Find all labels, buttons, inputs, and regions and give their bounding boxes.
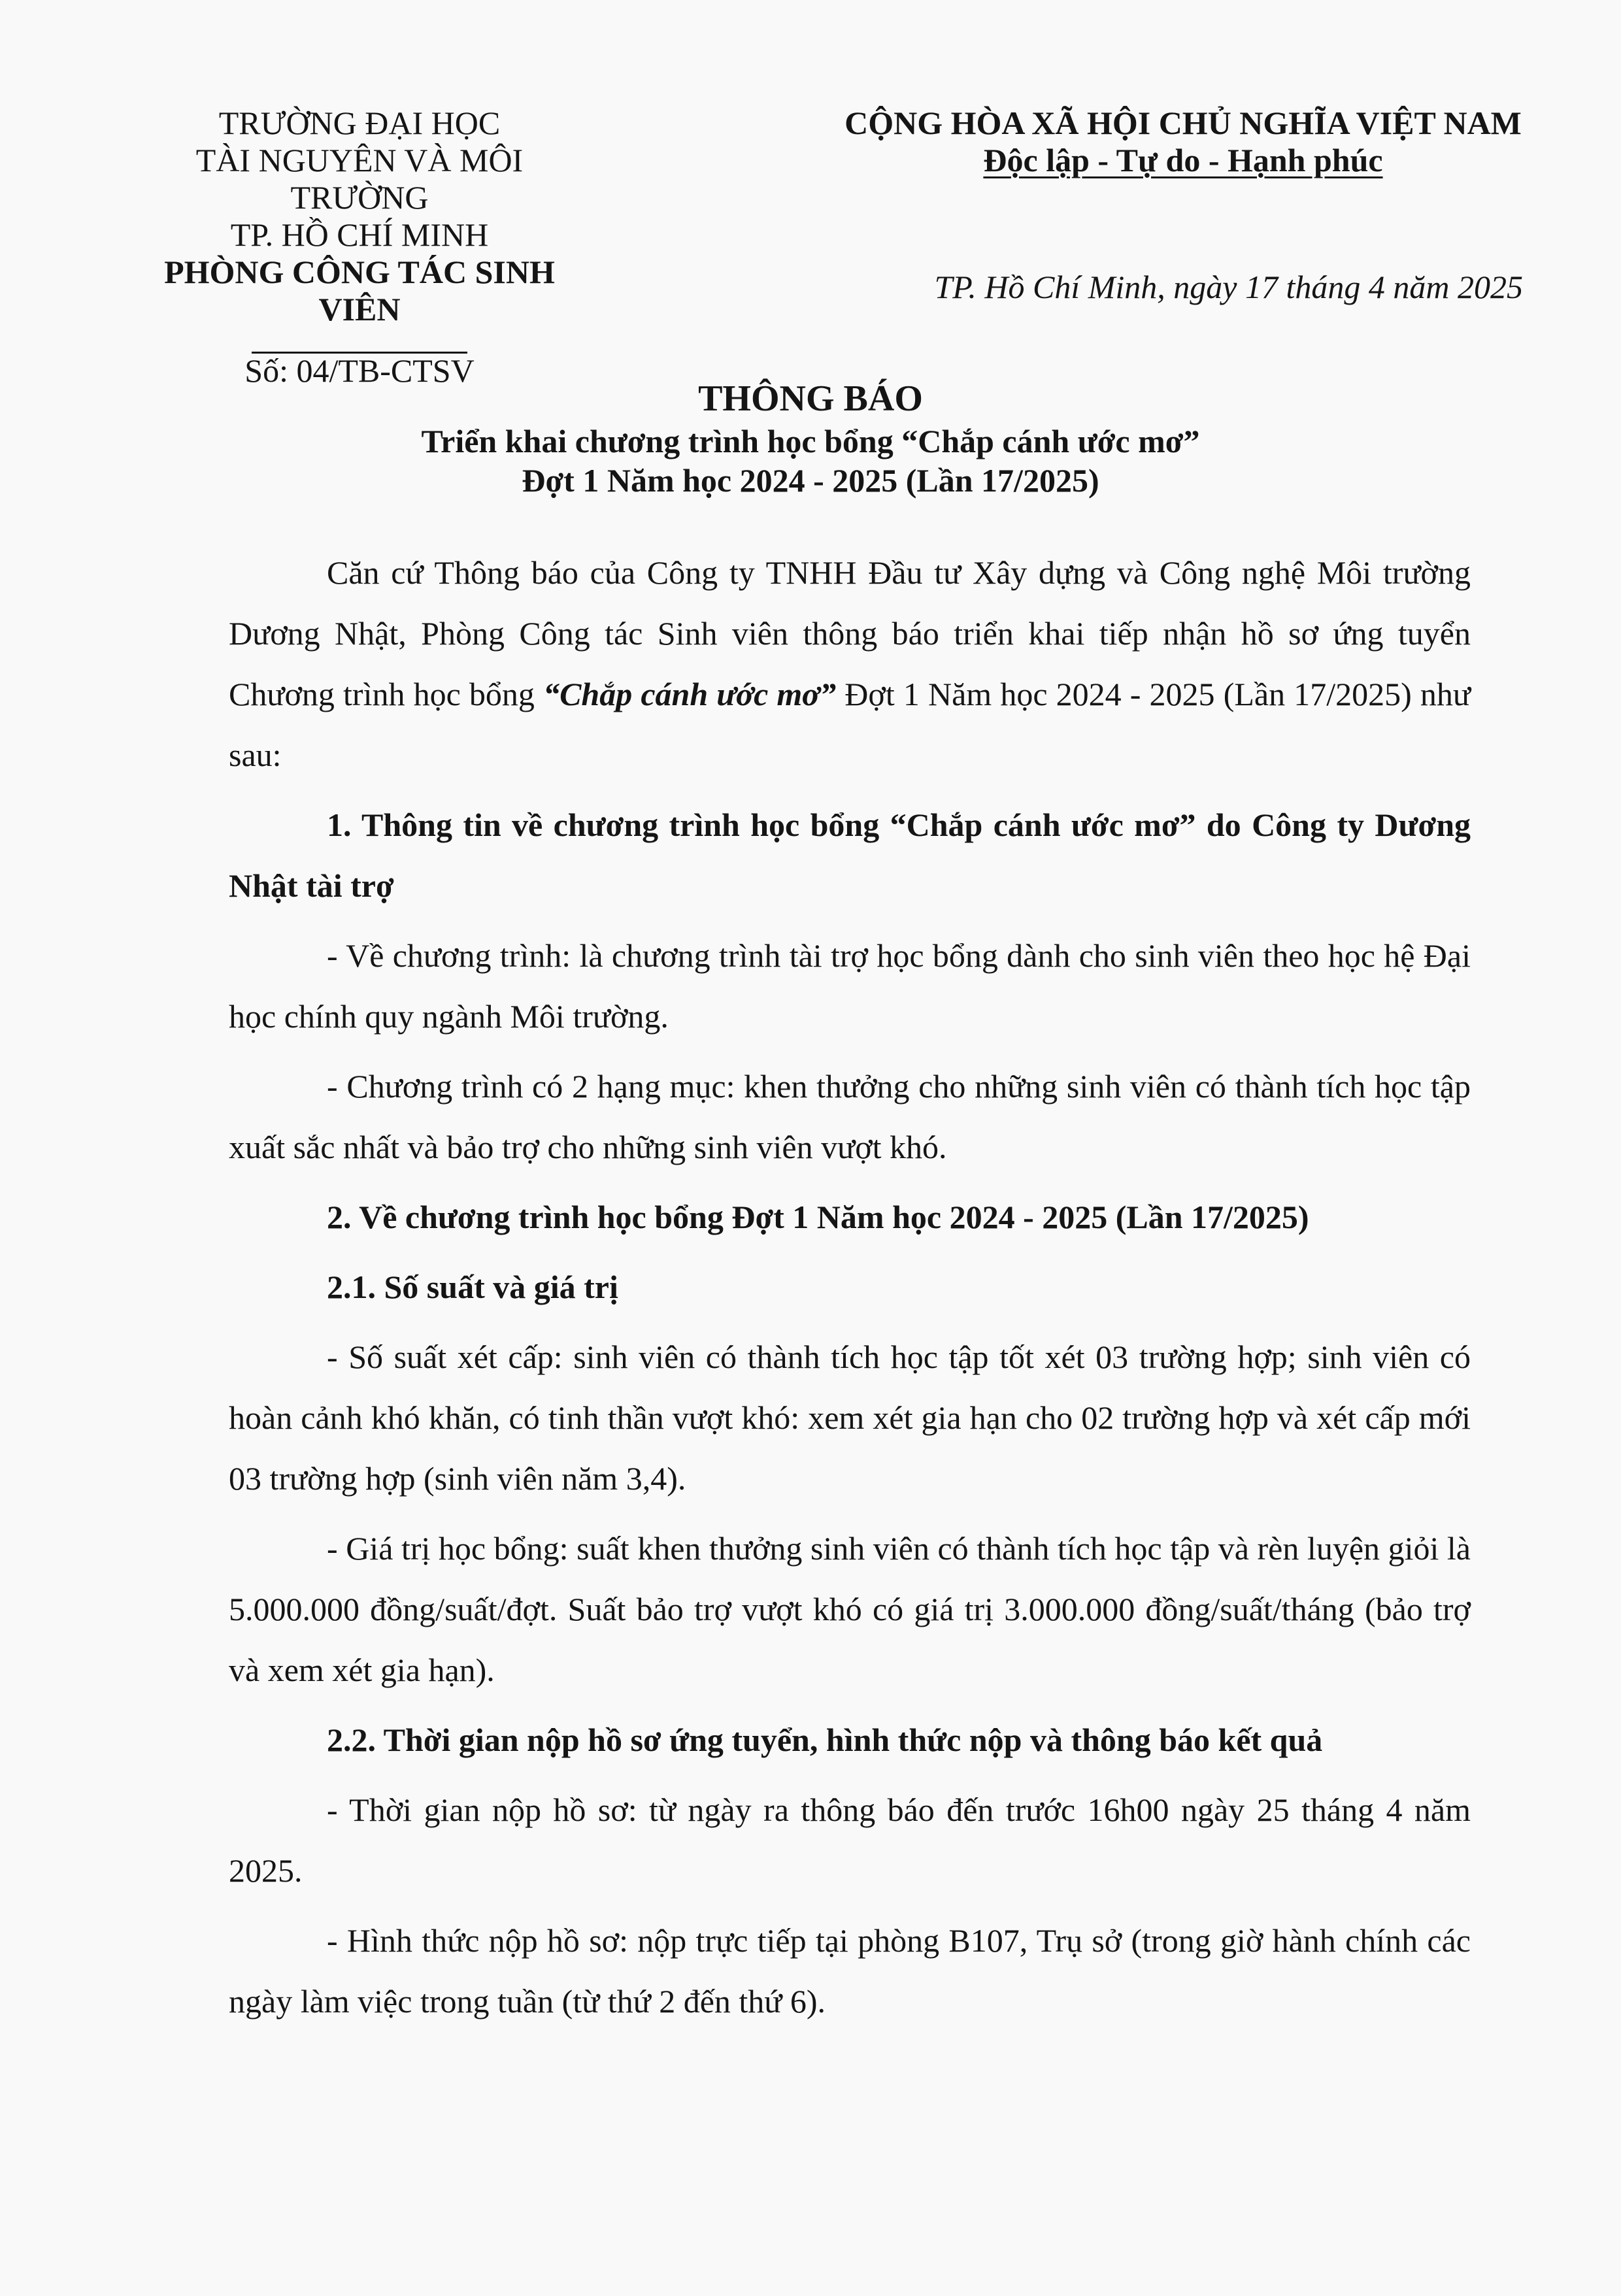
national-motto: Độc lập - Tự do - Hạnh phúc xyxy=(983,142,1383,178)
country-name: CỘNG HÒA XÃ HỘI CHỦ NGHĨA VIỆT NAM xyxy=(844,105,1522,141)
section-1-paragraph-2: - Chương trình có 2 hạng mục: khen thưởng cho những sinh viên có thành tích học tập xuất sắc nhất và bảo trợ cho những sinh viên vượt khó. xyxy=(229,1068,1471,1165)
university-line-2: TÀI NGUYÊN VÀ MÔI TRƯỜNG xyxy=(195,142,524,216)
intro-paragraph: Căn cứ Thông báo của Công ty TNHH Đầu tư Xây dựng và Công nghệ Môi trường Dương Nhật, Phòng Công tác Sinh viên thông báo triển khai tiếp nhận hồ sơ ứng tuyển Chương trình học bổng “Chắp cánh ước mơ” Đợt 1 Năm học 2024 - 2025 (Lần 17/2025) như sau: xyxy=(229,554,1471,773)
section-2-1-heading: 2.1. Số suất và giá trị xyxy=(327,1269,618,1305)
section-1-paragraph-1: - Về chương trình: là chương trình tài trợ học bổng dành cho sinh viên theo học hệ Đại học chính quy ngành Môi trường. xyxy=(229,937,1471,1035)
section-1-heading: 1. Thông tin về chương trình học bổng “Chắp cánh ước mơ” do Công ty Dương Nhật tài trợ xyxy=(229,807,1471,904)
issuer-block xyxy=(131,105,588,390)
section-2-2-paragraph-2: - Hình thức nộp hồ sơ: nộp trực tiếp tại phòng B107, Trụ sở (trong giờ hành chính các ngày làm việc trong tuần (từ thứ 2 đến thứ 6). xyxy=(229,1922,1471,2020)
department-name: PHÒNG CÔNG TÁC SINH VIÊN xyxy=(164,254,555,327)
section-2-1-paragraph-1: - Số suất xét cấp: sinh viên có thành tích học tập tốt xét 03 trường hợp; sinh viên có hoàn cảnh khó khăn, có tinh thần vượt khó: xem xét gia hạn cho 02 trường hợp và xét cấp mới 03 trường hợp (sinh viên năm 3,4). xyxy=(229,1339,1471,1497)
program-name-emphasis: “Chắp cánh ước mơ” xyxy=(543,676,837,712)
section-2-heading: 2. Về chương trình học bổng Đợt 1 Năm học 2024 - 2025 (Lần 17/2025) xyxy=(327,1199,1309,1235)
document-subtitle-2: Đợt 1 Năm học 2024 - 2025 (Lần 17/2025) xyxy=(522,462,1099,499)
section-2-2-paragraph-1: - Thời gian nộp hồ sơ: từ ngày ra thông báo đến trước 16h00 ngày 25 tháng 4 năm 2025. xyxy=(229,1791,1471,1889)
title-block xyxy=(222,376,1399,500)
university-line-1: TRƯỜNG ĐẠI HỌC xyxy=(218,105,501,141)
national-header xyxy=(811,105,1556,179)
document-date: TP. Hồ Chí Minh, ngày 17 tháng 4 năm 2025 xyxy=(934,269,1523,305)
document-body xyxy=(229,542,1471,2041)
university-line-3: TP. HỒ CHÍ MINH xyxy=(230,216,489,253)
document-number: Số: 04/TB-CTSV xyxy=(244,352,475,389)
document-subtitle-1: Triển khai chương trình học bổng “Chắp cánh ước mơ” xyxy=(421,423,1200,459)
section-2-1-paragraph-2: - Giá trị học bổng: suất khen thưởng sinh viên có thành tích học tập và rèn luyện giỏi là 5.000.000 đồng/suất/đợt. Suất bảo trợ vượt khó có giá trị 3.000.000 đồng/suất/tháng (bảo trợ và xem xét gia hạn). xyxy=(229,1530,1471,1688)
document-title: THÔNG BÁO xyxy=(698,378,923,419)
section-2-2-heading: 2.2. Thời gian nộp hồ sơ ứng tuyển, hình thức nộp và thông báo kết quả xyxy=(327,1722,1323,1758)
